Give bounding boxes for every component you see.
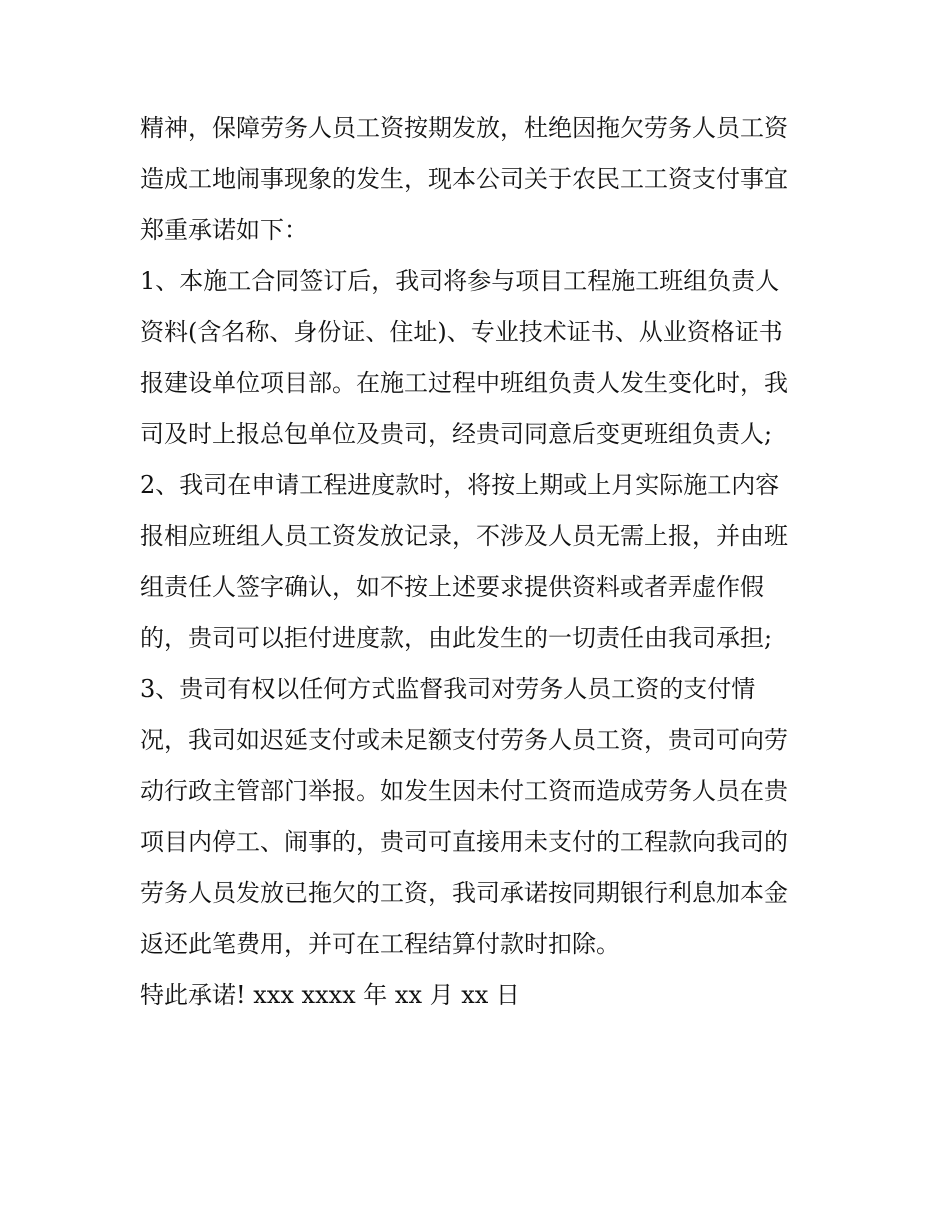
text-line: 精神，保障劳务人员工资按期发放，杜绝因拖欠劳务人员工资 [140,114,788,142]
clause-1-line: 报建设单位项目部。在施工过程中班组负责人发生变化时，我 [140,369,788,397]
closing-signature-line: 特此承诺! xxx xxxx 年 xx 月 xx 日 [140,981,520,1009]
text-line: 造成工地闹事现象的发生，现本公司关于农民工工资支付事宜 [140,165,788,193]
clause-3-line: 动行政主管部门举报。如发生因未付工资而造成劳务人员在贵 [140,777,788,805]
clause-3-line: 况，我司如迟延支付或未足额支付劳务人员工资，贵司可向劳 [140,726,788,754]
clause-3-line: 劳务人员发放已拖欠的工资，我司承诺按同期银行利息加本金 [140,879,788,907]
clause-2-line: 报相应班组人员工资发放记录，不涉及人员无需上报，并由班 [140,522,788,550]
document-body [140,103,820,1021]
clause-2-line: 2、我司在申请工程进度款时，将按上期或上月实际施工内容 [140,471,780,499]
clause-2-line: 的，贵司可以拒付进度款，由此发生的一切责任由我司承担; [140,624,773,652]
clause-3-line: 返还此笔费用，并可在工程结算付款时扣除。 [140,930,620,958]
clause-1-line: 资料(含名称、身份证、住址)、专业技术证书、从业资格证书 [140,318,783,346]
clause-3-line: 项目内停工、闹事的，贵司可直接用未支付的工程款向我司的 [140,828,788,856]
clause-1-line: 司及时上报总包单位及贵司，经贵司同意后变更班组负责人; [140,420,773,448]
clause-3-line: 3、贵司有权以任何方式监督我司对劳务人员工资的支付情 [140,675,756,703]
text-line: 郑重承诺如下： [140,216,308,244]
clause-1-line: 1、本施工合同签订后，我司将参与项目工程施工班组负责人 [140,267,780,295]
clause-2-line: 组责任人签字确认，如不按上述要求提供资料或者弄虚作假 [140,573,764,601]
